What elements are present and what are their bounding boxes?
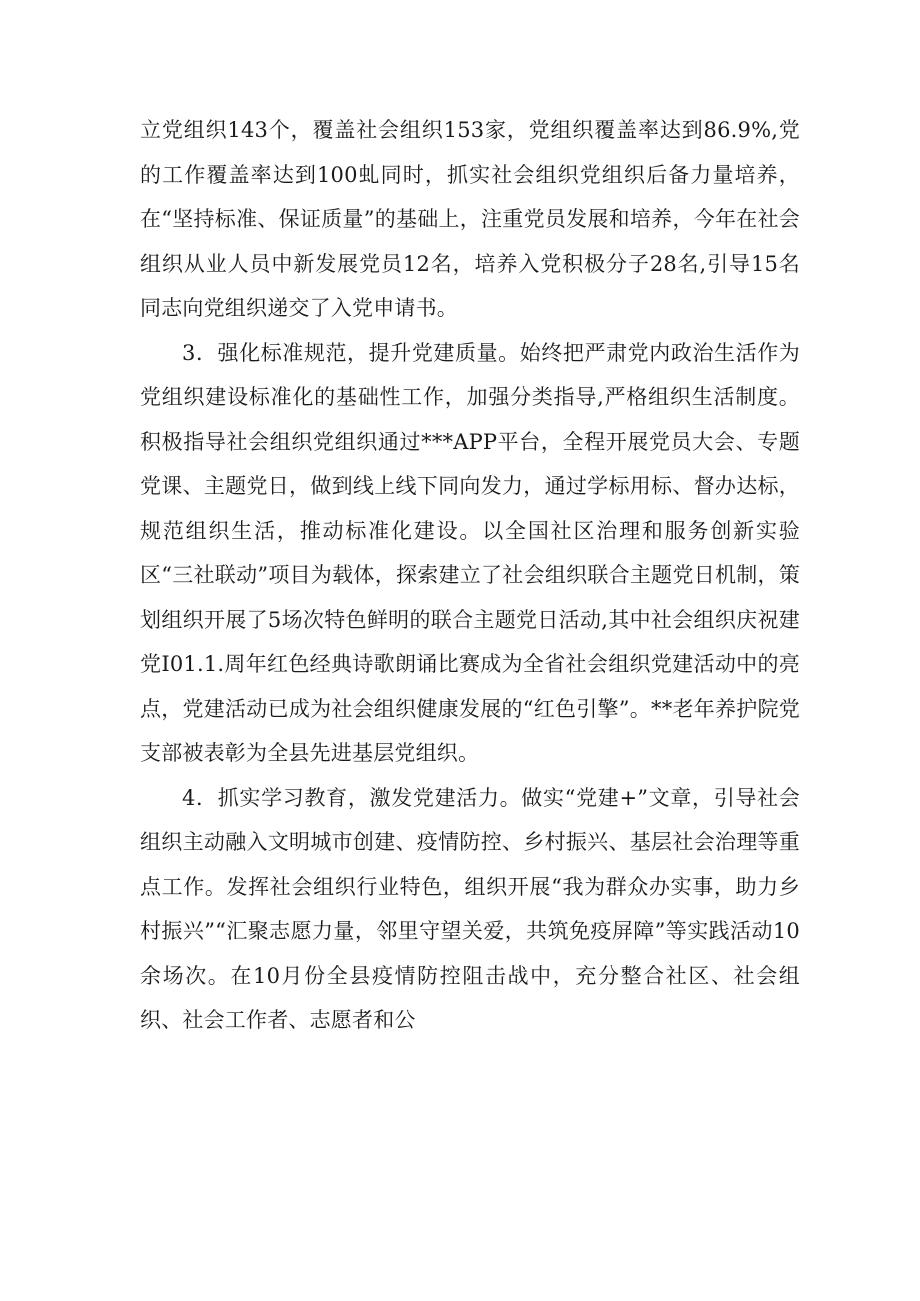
paragraph-continued: 立党组织143个，覆盖社会组织153家，党组织覆盖率达到86.9%,党的工作覆盖率达到100虬同时，抓实社会组织党组织后备力量培养，在“坚持标准、保证质量”的基础上，注重党员发展和培养，今年在社会组织从业人员中新发展党员12名，培养入党积极分子28名,引导15名同志向党组织递交了入党申请书。 <box>140 118 800 320</box>
document-body <box>140 108 800 1043</box>
paragraph-section-3: 3．强化标准规范，提升党建质量。始终把严肃党内政治生活作为党组织建设标准化的基础性工作，加强分类指导,严格组织生活制度。积极指导社会组织党组织通过***APP平台，全程开展党员大会、专题党课、主题党日，做到线上线下同向发力，通过学标用标、督办达标，规范组织生活，推动标准化建设。以全国社区治理和服务创新实验区“三社联动”项目为载体，探索建立了社会组织联合主题党日机制，策划组织开展了5场次特色鲜明的联合主题党日活动,其中社会组织庆祝建党I01.1.周年红色经典诗歌朗诵比赛成为全省社会组织党建活动中的亮点，党建活动已成为社会组织健康发展的“红色引擎”。**老年养护院党支部被表彰为全县先进基层党组织。 <box>140 340 800 765</box>
paragraph-section-4: 4．抓实学习教育，激发党建活力。做实“党建+”文章，引导社会组织主动融入文明城市创建、疫情防控、乡村振兴、基层社会治理等重点工作。发挥社会组织行业特色，组织开展“我为群众办实事，助力乡村振兴”“汇聚志愿力量，邻里守望关爱，共筑免疫屏障”等实践活动10余场次。在10月份全县疫情防控阻击战中，充分整合社区、社会组织、社会工作者、志愿者和公 <box>140 785 800 1032</box>
